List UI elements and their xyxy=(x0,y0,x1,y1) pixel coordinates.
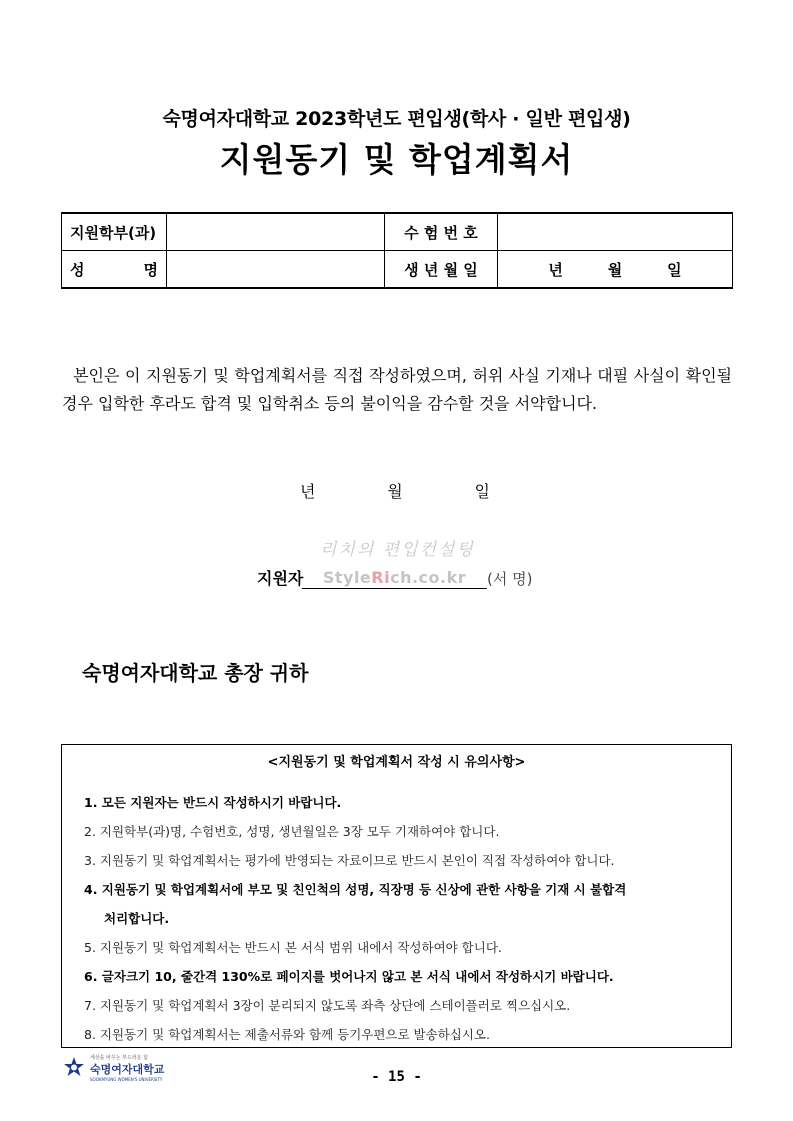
notice-item-7: 7. 지원동기 및 학업계획서 3장이 분리되지 않도록 좌측 상단에 스테이플러로 찍으십시오. xyxy=(84,998,571,1013)
signing-date xyxy=(300,479,490,502)
notice-item-1: 1. 모든 지원자는 반드시 작성하시기 바랍니다. xyxy=(84,795,342,810)
applicant-info-table xyxy=(61,212,733,289)
signing-month-label: 월 xyxy=(387,482,403,501)
birth-month-label: 월 xyxy=(607,260,623,279)
birth-day-label: 일 xyxy=(667,260,682,279)
signature-note: (서 명) xyxy=(487,570,533,588)
watermark-url-prefix: Style xyxy=(322,568,372,587)
dept-label: 지원학부(과) xyxy=(62,213,167,251)
watermark-korean: 리치의 편입컨설팅 xyxy=(320,540,475,560)
birth-year-label: 년 xyxy=(548,260,563,279)
notice-box xyxy=(61,744,732,1048)
name-label-char2: 명 xyxy=(143,260,158,279)
watermark-url-suffix: ch.co.kr xyxy=(390,568,467,587)
signature-line[interactable] xyxy=(302,568,487,589)
page-number: - 15 - xyxy=(371,1069,422,1085)
notice-item-8: 8. 지원동기 및 학업계획서는 제출서류와 함께 등기우편으로 발송하십시오. xyxy=(84,1027,490,1042)
birthdate-field[interactable] xyxy=(498,251,733,289)
notice-item-2: 2. 지원학부(과)명, 수험번호, 성명, 생년월일은 3장 모두 기재하여야 합니다. xyxy=(84,824,500,839)
pledge-statement xyxy=(62,362,732,418)
logo-slogan: 세상을 바꾸는 부드러운 힘 xyxy=(90,1055,148,1061)
signing-day-label: 일 xyxy=(474,482,490,501)
name-field[interactable] xyxy=(167,251,385,289)
notice-header: <지원동기 및 학업계획서 작성 시 유의사항> xyxy=(267,755,526,770)
exam-number-field[interactable] xyxy=(498,213,733,251)
form-title: 지원동기 및 학업계획서 xyxy=(219,140,574,179)
notice-item-5: 5. 지원동기 및 학업계획서는 반드시 본 서식 범위 내에서 작성하여야 합니다. xyxy=(84,940,502,955)
logo-name: 숙명여자대학교 xyxy=(90,1063,165,1076)
watermark-url xyxy=(323,568,466,587)
notice-item-6: 6. 글자크기 10, 줄간격 130%로 페이지를 벗어나지 않고 본 서식 내에서 작성하시기 바랍니다. xyxy=(84,969,614,984)
applicant-signature-label: 지원자 xyxy=(257,569,304,588)
logo-english-name: SOOKMYUNG WOMEN'S UNIVERSITY xyxy=(90,1077,163,1082)
watermark-url-accent: Ri xyxy=(371,568,391,587)
name-label xyxy=(62,251,167,289)
notice-item-4-continued: 처리합니다. xyxy=(104,911,170,926)
signing-year-label: 년 xyxy=(300,482,316,501)
birthdate-label: 생 년 월 일 xyxy=(385,251,498,289)
notice-item-3: 3. 지원동기 및 학업계획서는 평가에 반영되는 자료이므로 반드시 본인이 직접 작성하여야 합니다. xyxy=(84,853,615,868)
dept-field[interactable] xyxy=(167,213,385,251)
form-subtitle: 숙명여자대학교 2023학년도 편입생(학사 · 일반 편입생) xyxy=(162,108,631,130)
exam-number-label: 수 험 번 호 xyxy=(385,213,498,251)
name-label-char1: 성 xyxy=(70,260,85,279)
pledge-text: 본인은 이 지원동기 및 학업계획서를 직접 작성하였으며, 허위 사실 기재나 대필 사실이 확인될 경우 입학한 후라도 합격 및 입학취소 등의 불이익을 감수할 것을 서약합니다. xyxy=(62,366,733,413)
addressee: 숙명여자대학교 총장 귀하 xyxy=(82,661,309,685)
notice-item-4: 4. 지원동기 및 학업계획서에 부모 및 친인척의 성명, 직장명 등 신상에 관한 사항을 기재 시 불합격 xyxy=(84,882,627,897)
